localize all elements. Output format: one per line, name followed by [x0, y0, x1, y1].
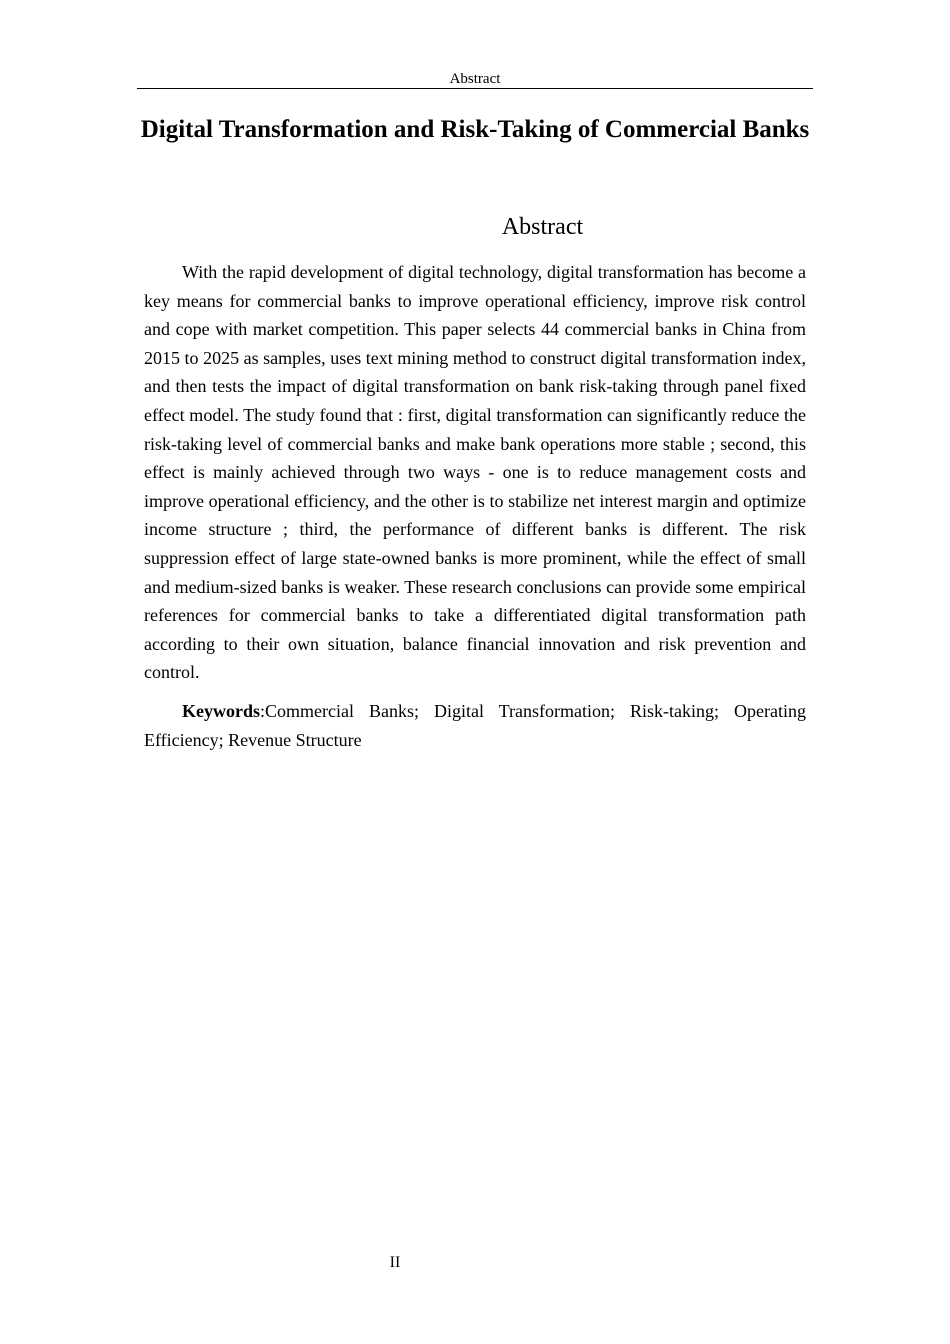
running-header: Abstract [449, 71, 501, 87]
keywords-text: :Commercial Banks; Digital Transformation; Risk-taking; Operating Efficiency; Revenue Structure [144, 700, 806, 750]
keywords-label: Keywords [182, 700, 260, 721]
page-number: II [389, 1254, 401, 1271]
paper-title: Digital Transformation and Risk-Taking of Commercial Banks [140, 116, 810, 143]
keywords-line [144, 697, 806, 754]
header-rule [137, 88, 813, 89]
abstract-paragraph: With the rapid development of digital technology, digital transformation has become a key means for commercial banks to improve operational efficiency, improve risk control and cope with market competition. This paper selects 44 commercial banks in China from 2015 to 2025 as samples, uses text mining method to construct digital transformation index, and then tests the impact of digital transformation on bank risk-taking through panel fixed effect model. The study found that : first, digital transformation can significantly reduce the risk-taking level of commercial banks and make bank operations more stable ; second, this effect is mainly achieved through two ways - one is to reduce management costs and improve operational efficiency, and the other is to stabilize net interest margin and optimize income structure ; third, the performance of different banks is different. The risk suppression effect of large state-owned banks is more prominent, while the effect of small and medium-sized banks is weaker. These research conclusions can provide some empirical references for commercial banks to take a differentiated digital transformation path according to their own situation, balance financial innovation and risk prevention and control. [144, 262, 806, 683]
abstract-heading: Abstract [501, 214, 584, 240]
abstract-body [144, 258, 806, 754]
